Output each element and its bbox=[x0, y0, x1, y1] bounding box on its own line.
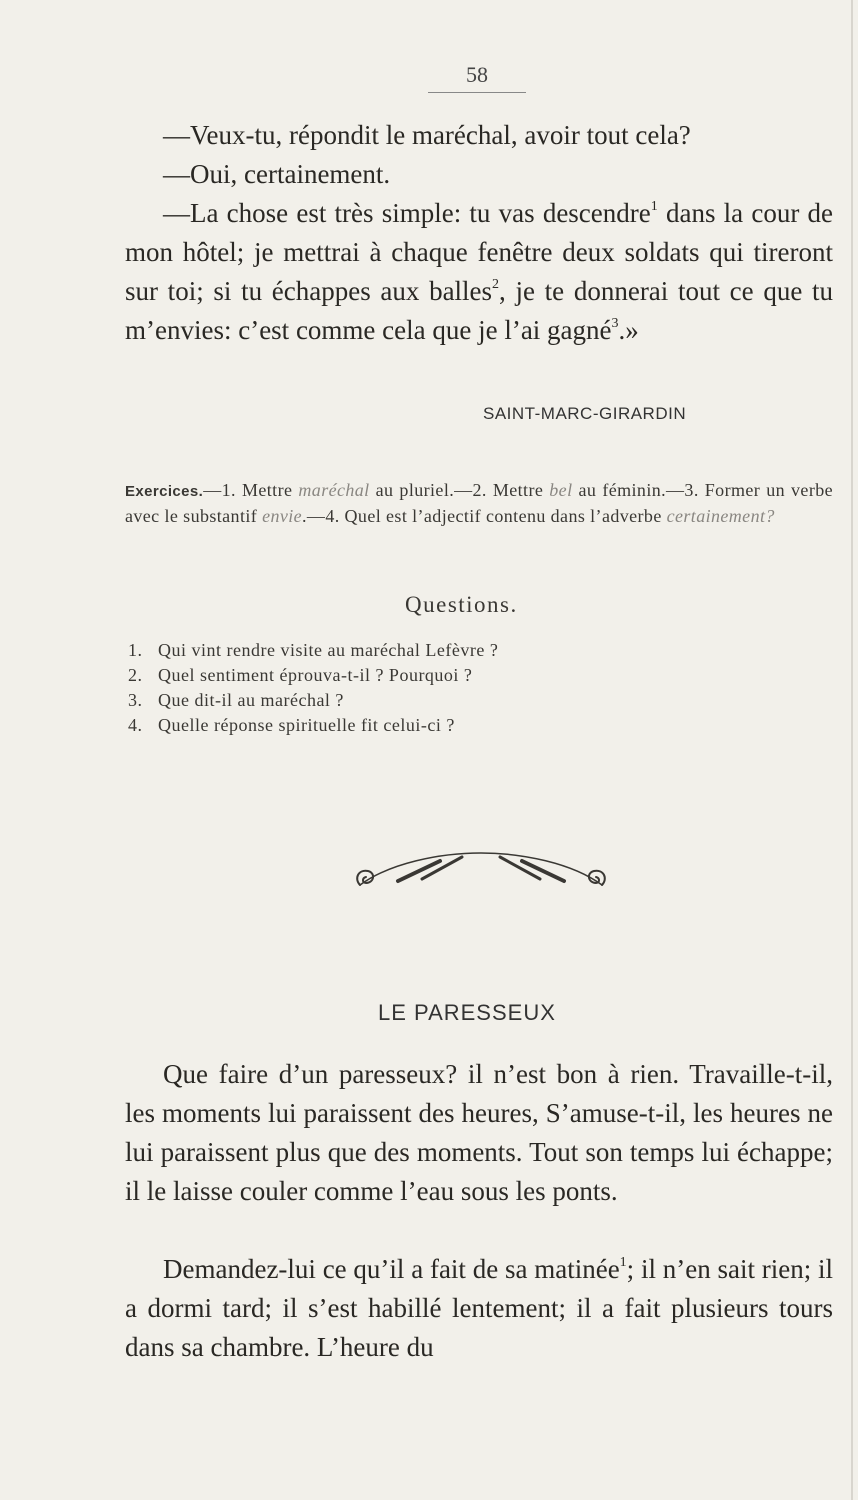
question-number: 4. bbox=[128, 715, 143, 735]
exercices-block bbox=[125, 478, 833, 529]
dialogue-line-1-text: —Veux-tu, répondit le maréchal, avoir tout cela? bbox=[163, 120, 691, 150]
exercices-text-4: .—4. Quel est l’adjectif contenu dans l’adverbe bbox=[302, 506, 667, 526]
dialogue-line-2 bbox=[125, 155, 833, 194]
exercices-text-1: —1. Mettre bbox=[203, 480, 299, 500]
question-item bbox=[128, 688, 498, 713]
paresseux-paragraph-1-text: Que faire d’un paresseux? il n’est bon à rien. Travaille-t-il, les moments lui paraissent des heures, S’amuse-t-il, les heures ne lui paraissent plus que des moments. Tout son temps lui échappe; il le laisse couler comme l’eau sous les ponts. bbox=[125, 1059, 833, 1206]
dialogue-line-2-text: —Oui, certainement. bbox=[163, 159, 391, 189]
question-number: 1. bbox=[128, 640, 143, 660]
questions-list bbox=[128, 638, 498, 738]
dialogue-line-3 bbox=[125, 194, 833, 350]
question-item bbox=[128, 638, 498, 663]
footnote-ref-3: 3 bbox=[611, 316, 619, 331]
page-number: 58 bbox=[428, 62, 526, 93]
dialogue-line-3-part-a: —La chose est très simple: tu vas descendre bbox=[163, 198, 651, 228]
questions-title: Questions. bbox=[405, 592, 518, 617]
ornament-flourish-icon bbox=[350, 845, 612, 897]
exercices-word-2: bel bbox=[549, 480, 573, 500]
footnote-ref-1: 1 bbox=[619, 1255, 627, 1270]
paresseux-paragraph-2 bbox=[125, 1250, 833, 1367]
question-item bbox=[128, 713, 498, 738]
page-edge-divider bbox=[851, 0, 853, 1500]
dialogue-line-1 bbox=[125, 116, 833, 155]
question-text: Qui vint rendre visite au maréchal Lefèvre ? bbox=[158, 640, 499, 660]
paresseux-paragraph-2-part-a: Demandez-lui ce qu’il a fait de sa matinée bbox=[163, 1254, 620, 1284]
paresseux-paragraph-1 bbox=[125, 1055, 833, 1211]
dialogue-line-3-part-d: .» bbox=[618, 315, 639, 345]
footnote-ref-1: 1 bbox=[650, 199, 658, 214]
dialogue-line-3-part-b: dans la cour de mon hôtel; je mettrai à chaque fenêtre deux soldats qui tireront sur toi; si tu échappes aux balles bbox=[125, 198, 834, 306]
exercices-word-1: maréchal bbox=[298, 480, 370, 500]
exercices-word-3: envie bbox=[262, 506, 303, 526]
question-item bbox=[128, 663, 498, 688]
exercices-text-2: au pluriel.—2. Mettre bbox=[369, 480, 550, 500]
question-text: Quel sentiment éprouva-t-il ? Pourquoi ? bbox=[158, 665, 473, 685]
exercices-text-3: au féminin.—3. Former un verbe avec le substantif bbox=[125, 480, 833, 526]
author-signature: SAINT-MARC-GIRARDIN bbox=[483, 404, 687, 423]
footnote-ref-2: 2 bbox=[492, 277, 500, 292]
question-text: Quelle réponse spirituelle fit celui-ci ? bbox=[158, 715, 455, 735]
question-text: Que dit-il au maréchal ? bbox=[158, 690, 344, 710]
paresseux-paragraph-2-part-b: ; il n’en sait rien; il a dormi tard; il s’est habillé lentement; il a fait plusieurs tours dans sa chambre. L’heure du bbox=[125, 1254, 833, 1362]
question-number: 3. bbox=[128, 690, 143, 710]
exercices-word-4: certainement bbox=[666, 506, 766, 526]
dialogue-line-3-part-c: , je te donnerai tout ce que tu m’envies: c’est comme cela que je l’ai gagné bbox=[125, 276, 833, 345]
question-number: 2. bbox=[128, 665, 143, 685]
exercices-text-5: ? bbox=[765, 506, 775, 526]
exercices-label: Exercices. bbox=[125, 483, 204, 500]
section-title: LE PARESSEUX bbox=[378, 1000, 556, 1025]
